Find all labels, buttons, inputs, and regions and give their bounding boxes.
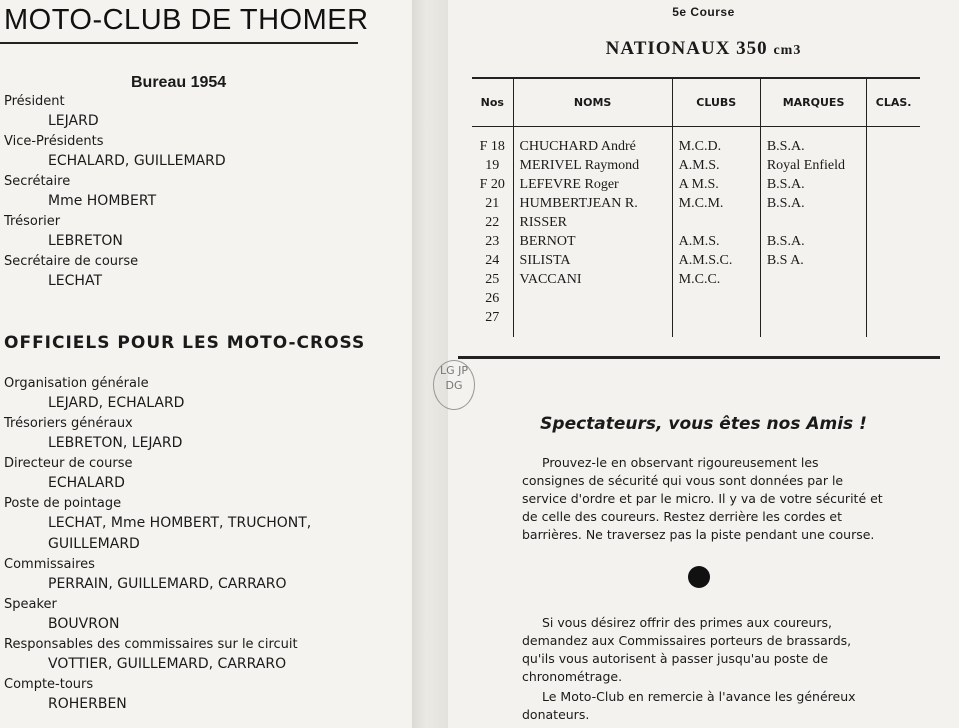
cell-club: M.C.M. <box>672 194 760 213</box>
title-rule <box>0 42 358 44</box>
cell-club: A.M.S. <box>672 156 760 175</box>
role-label: Secrétaire <box>4 174 71 189</box>
role-label: Trésorier <box>4 214 61 229</box>
col-rank: CLAS. <box>867 78 920 127</box>
role-names-continued: GUILLEMARD <box>48 536 140 552</box>
bureau-list <box>4 92 409 292</box>
role-label: Directeur de course <box>4 456 133 471</box>
role-names: LEBRETON <box>48 233 123 249</box>
officiel-item <box>4 414 409 454</box>
officiel-item <box>4 374 409 414</box>
col-number: Nos <box>472 78 513 127</box>
cell-number: 26 <box>485 290 500 306</box>
cell-number: 27 <box>485 309 500 325</box>
role-names: PERRAIN, GUILLEMARD, CARRARO <box>48 576 287 592</box>
role-label: Speaker <box>4 597 57 612</box>
officiels-list <box>4 374 409 715</box>
cell-name <box>513 289 672 308</box>
table-row <box>472 270 920 289</box>
cell-brand: B.S.A. <box>760 194 866 213</box>
cell-club: A.M.S.C. <box>672 251 760 270</box>
cell-brand: B.S.A. <box>760 175 866 194</box>
officiel-item <box>4 635 409 675</box>
role-names: ECHALARD, GUILLEMARD <box>48 153 226 169</box>
cell-name: HUMBERTJEAN R. <box>513 194 672 213</box>
role-label: Secrétaire de course <box>4 254 139 269</box>
cell-number: 21 <box>485 195 500 211</box>
cell-brand <box>760 308 866 337</box>
cell-number: F 20 <box>479 176 505 192</box>
table-row <box>472 308 920 337</box>
cell-name: BERNOT <box>513 232 672 251</box>
race-class: NATIONAUX 350 <box>605 38 768 59</box>
cell-rank <box>867 194 920 213</box>
table-row <box>472 156 920 175</box>
cell-club <box>672 308 760 337</box>
entries-table <box>472 78 920 337</box>
role-names: LEBRETON, LEJARD <box>48 435 183 451</box>
cell-brand <box>760 270 866 289</box>
role-label: Responsables des commissaires sur le circuit <box>4 637 298 652</box>
table-row <box>472 213 920 232</box>
bullet-dot <box>688 566 710 588</box>
cell-club <box>672 289 760 308</box>
bureau-item <box>4 252 409 292</box>
officiel-item <box>4 454 409 494</box>
role-names: ROHERBEN <box>48 696 127 712</box>
cell-brand <box>760 213 866 232</box>
cell-brand <box>760 289 866 308</box>
race-unit: cm3 <box>773 43 802 58</box>
cell-rank <box>867 232 920 251</box>
cell-name: RISSER <box>513 213 672 232</box>
cell-rank <box>867 213 920 232</box>
cell-name: SILISTA <box>513 251 672 270</box>
spectators-title: Spectateurs, vous êtes nos Amis ! <box>540 414 867 434</box>
stamp-logo: LG JP DG <box>433 360 475 410</box>
cell-rank <box>867 156 920 175</box>
col-clubs: CLUBS <box>672 78 760 127</box>
role-names: LEJARD, ECHALARD <box>48 395 185 411</box>
cell-rank <box>867 175 920 194</box>
cell-number: 25 <box>485 271 500 287</box>
cell-name: CHUCHARD André <box>513 127 672 157</box>
cell-club: M.C.C. <box>672 270 760 289</box>
cell-name: MERIVEL Raymond <box>513 156 672 175</box>
cell-club: M.C.D. <box>672 127 760 157</box>
role-names: ECHALARD <box>48 475 125 491</box>
table-header-row <box>472 78 920 127</box>
table-row <box>472 175 920 194</box>
role-label: Compte-tours <box>4 677 94 692</box>
cell-club: A M.S. <box>672 175 760 194</box>
cell-number: F 18 <box>479 138 505 154</box>
role-names: Mme HOMBERT <box>48 193 157 209</box>
cell-number: 19 <box>485 157 500 173</box>
officiel-item <box>4 595 409 635</box>
race-number: 5e Course <box>672 5 735 19</box>
cell-number: 23 <box>485 233 500 249</box>
role-names: VOTTIER, GUILLEMARD, CARRARO <box>48 656 287 672</box>
cell-rank <box>867 127 920 157</box>
cell-rank <box>867 270 920 289</box>
cell-number: 22 <box>485 214 500 230</box>
cell-rank <box>867 308 920 337</box>
bureau-item <box>4 212 409 252</box>
cell-brand: B.S.A. <box>760 232 866 251</box>
cell-rank <box>867 251 920 270</box>
role-label: Commissaires <box>4 557 95 572</box>
bureau-item <box>4 92 409 132</box>
cell-brand: B.S A. <box>760 251 866 270</box>
table-row <box>472 232 920 251</box>
role-names: LECHAT, Mme HOMBERT, TRUCHONT, <box>48 515 312 531</box>
cell-brand: B.S.A. <box>760 127 866 157</box>
cell-name: VACCANI <box>513 270 672 289</box>
cell-brand: Royal Enfield <box>760 156 866 175</box>
role-label: Trésoriers généraux <box>4 416 133 431</box>
col-names: NOMS <box>513 78 672 127</box>
role-label: Vice-Présidents <box>4 134 104 149</box>
cell-name: LEFEVRE Roger <box>513 175 672 194</box>
officiel-item <box>4 494 409 555</box>
cell-name <box>513 308 672 337</box>
role-label: Organisation générale <box>4 376 149 391</box>
cell-number: 24 <box>485 252 500 268</box>
club-title: MOTO-CLUB DE THOMER <box>4 4 369 36</box>
cell-club: A.M.S. <box>672 232 760 251</box>
cell-club <box>672 213 760 232</box>
race-title <box>448 38 959 60</box>
role-label: Poste de pointage <box>4 496 122 511</box>
table-bottom-rule <box>458 356 940 359</box>
officiels-title: OFFICIELS POUR LES MOTO-CROSS <box>4 333 366 353</box>
prizes-paragraph: Si vous désirez offrir des primes aux coureurs, demandez aux Commissaires porteurs de brassards, qu'ils vous autorisent à passer jusqu'au poste de chronométrage. <box>522 615 852 684</box>
table-row <box>472 194 920 213</box>
table-row <box>472 127 920 157</box>
table-row <box>472 289 920 308</box>
bureau-item <box>4 132 409 172</box>
officiel-item <box>4 675 409 715</box>
role-names: BOUVRON <box>48 616 120 632</box>
col-brands: MARQUES <box>760 78 866 127</box>
role-label: Président <box>4 94 65 109</box>
cell-rank <box>867 289 920 308</box>
table-row <box>472 251 920 270</box>
role-names: LEJARD <box>48 113 99 129</box>
bureau-item <box>4 172 409 212</box>
role-names: LECHAT <box>48 273 102 289</box>
thanks-paragraph: Le Moto-Club en remercie à l'avance les généreux donateurs. <box>522 689 856 722</box>
bureau-title: Bureau 1954 <box>131 74 227 91</box>
officiel-item <box>4 555 409 595</box>
safety-paragraph: Prouvez-le en observant rigoureusement les consignes de sécurité qui vous sont données par le service d'ordre et par le micro. Il y va de votre sécurité et de celle des coureurs. Restez derrière les cordes et barrières. Ne traversez pas la piste pendant une course. <box>522 455 883 542</box>
